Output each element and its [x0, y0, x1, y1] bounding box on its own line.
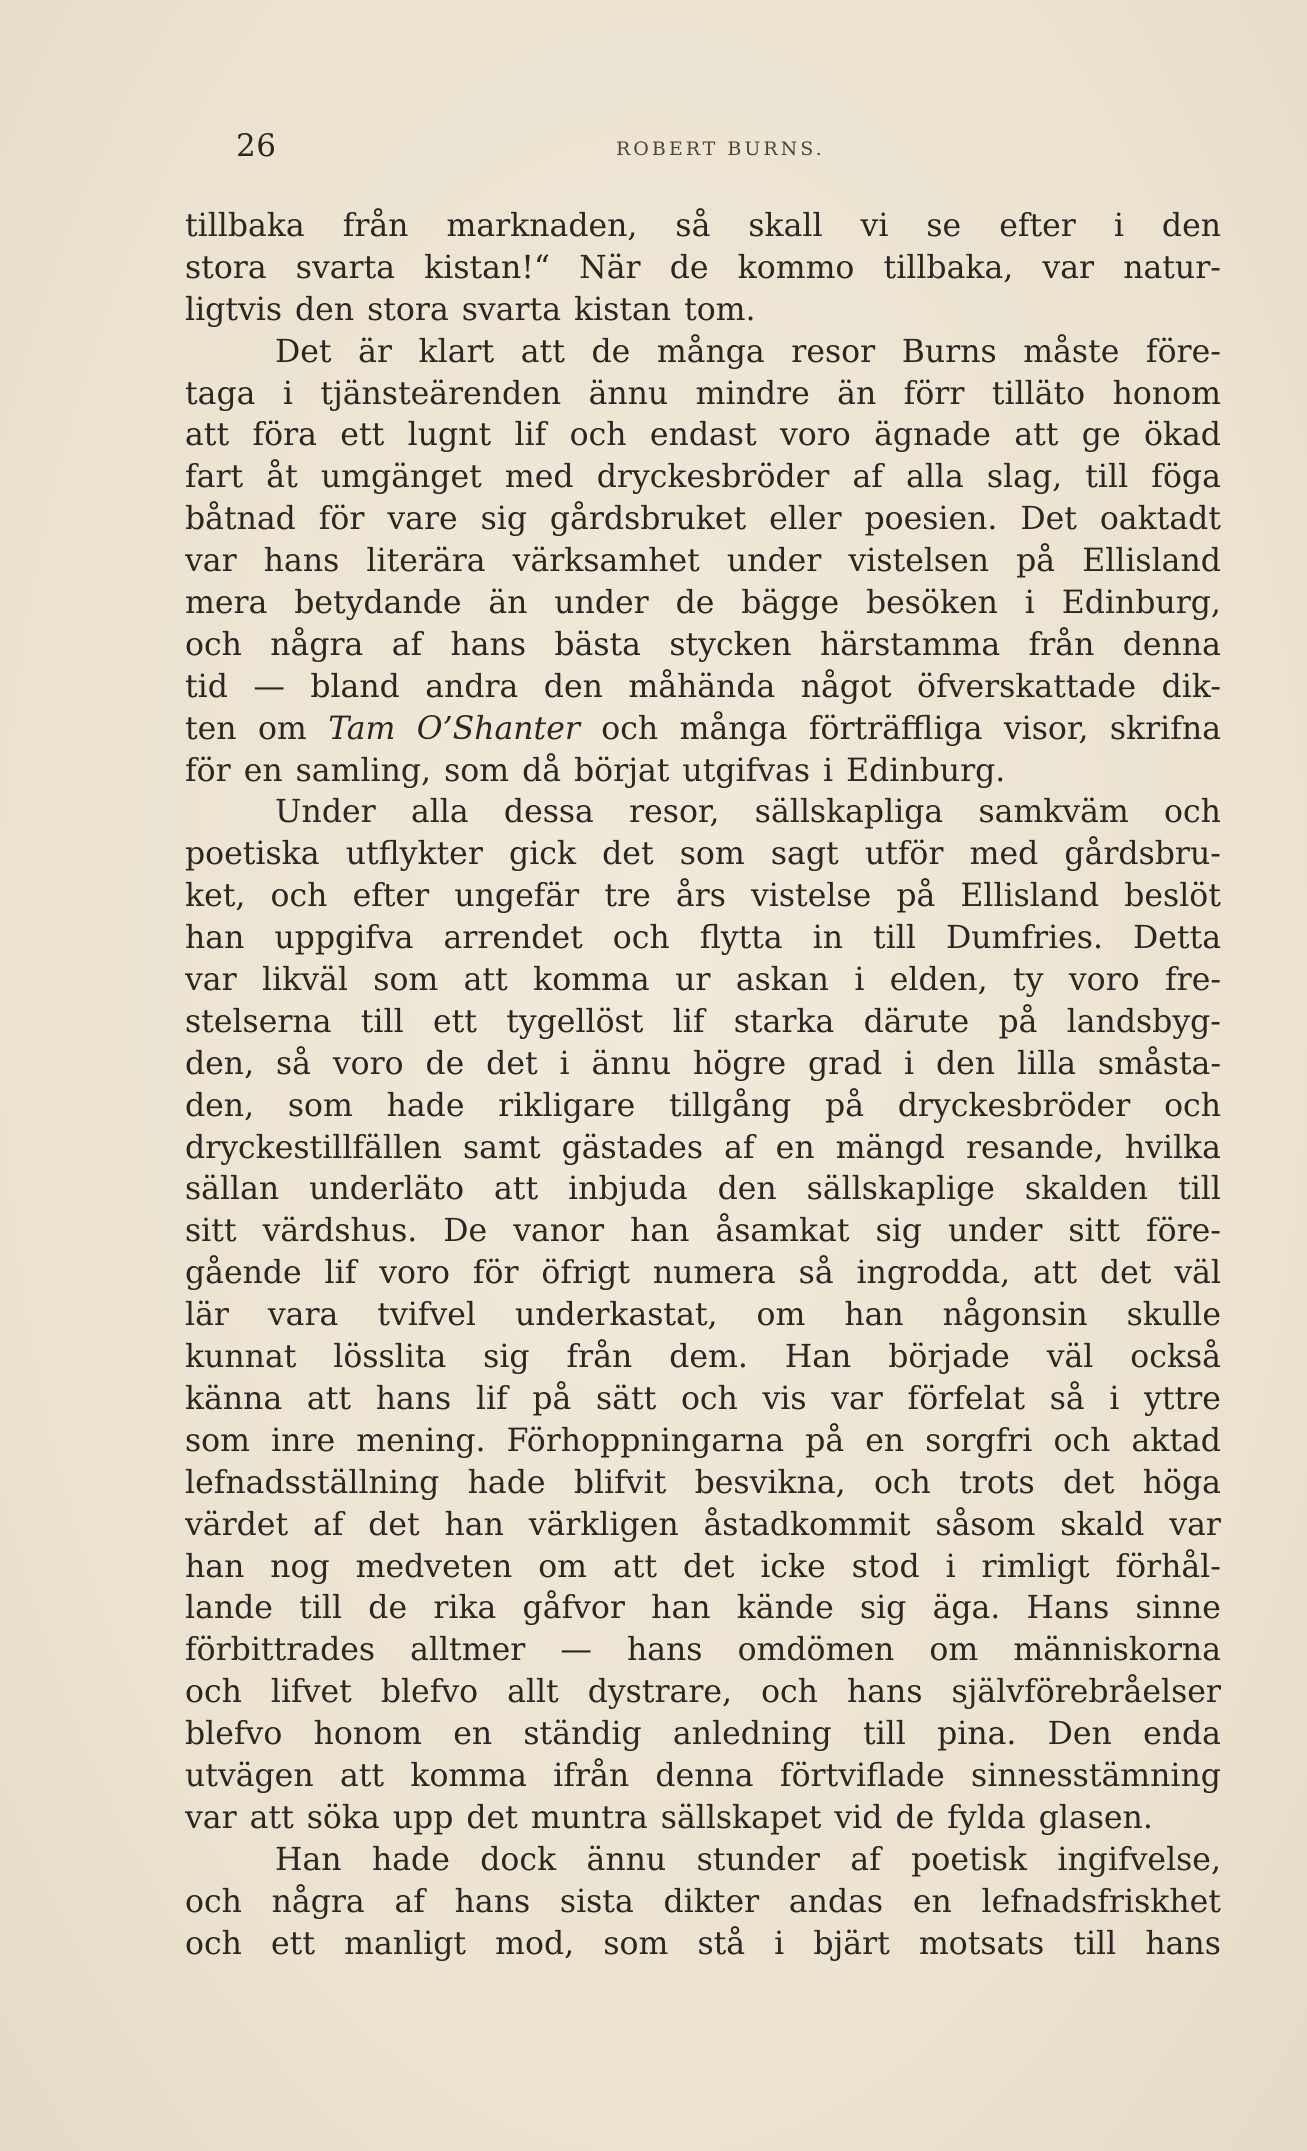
text-line: lande till de rika gåfvor han kände sig äga. Hans sinne: [185, 1590, 1221, 1627]
text-line: lär vara tvifvel underkastat, om han någonsin skulle: [185, 1297, 1221, 1334]
text-line: ligtvis den stora svarta kistan tom.: [185, 291, 756, 328]
text-line: båtnad för vare sig gårdsbruket eller poesien. Det oaktadt: [185, 501, 1221, 538]
text-line: för en samling, som då börjat utgifvas i Edinburg.: [185, 752, 1006, 789]
text-line: han uppgifva arrendet och flytta in till Dumfries. Detta: [185, 920, 1221, 957]
text-line: fart åt umgänget med dryckesbröder af alla slag, till föga: [185, 459, 1221, 496]
text-line: Under alla dessa resor, sällskapliga samkväm och: [275, 794, 1221, 831]
text-line: känna att hans lif på sätt och vis var förfelat så i yttre: [185, 1380, 1221, 1417]
text-line: och några af hans sista dikter andas en lefnadsfriskhet: [185, 1883, 1221, 1920]
text-line: dryckestillfällen samt gästades af en mängd resande, hvilka: [185, 1129, 1221, 1166]
text-line: och lifvet blefvo allt dystrare, och hans självförebråelser: [185, 1674, 1221, 1711]
text-line: och ett manligt mod, som stå i bjärt motsats till hans: [185, 1925, 1221, 1962]
text-line: att föra ett lugnt lif och endast voro ägnade att ge ökad: [185, 417, 1221, 454]
text-line: lefnadsställning hade blifvit besvikna, och trots det höga: [185, 1464, 1221, 1501]
text-line: utvägen att komma ifrån denna förtviflade sinnesstämning: [185, 1757, 1221, 1794]
text-line: var likväl som att komma ur askan i elden, ty voro fre-: [185, 962, 1221, 999]
text-line: Han hade dock ännu stunder af poetisk ingifvelse,: [275, 1841, 1221, 1878]
text-line: han nog medveten om att det icke stod i rimligt förhål-: [185, 1548, 1221, 1585]
text-line: Det är klart att de många resor Burns måste före-: [275, 333, 1221, 370]
text-line: värdet af det han värkligen åstadkommit såsom skald var: [185, 1506, 1221, 1543]
text-line: kunnat lösslita sig från dem. Han började väl också: [185, 1339, 1221, 1376]
text-line: poetiska utflykter gick det som sagt utför med gårdsbru-: [185, 836, 1221, 873]
text-line: var att söka upp det muntra sällskapet vid de fylda glasen.: [185, 1799, 1153, 1836]
text-line: den, så voro de det i ännu högre grad i den lilla småsta-: [185, 1045, 1221, 1082]
text-line: gående lif voro för öfrigt numera så ingrodda, att det väl: [185, 1255, 1221, 1292]
text-line: och några af hans bästa stycken härstamma från denna: [185, 626, 1221, 663]
text-line: förbittrades alltmer — hans omdömen om människorna: [185, 1632, 1221, 1669]
text-line: tid — bland andra den måhända något öfverskattade dik-: [185, 668, 1221, 705]
text-line: var hans literära värksamhet under vistelsen på Ellisland: [185, 543, 1221, 580]
text-line: mera betydande än under de bägge besöken i Edinburg,: [185, 585, 1221, 622]
text-line: tillbaka från marknaden, så skall vi se efter i den: [185, 208, 1221, 244]
text-line: stelserna till ett tygellöst lif starka därute på landsbyg-: [185, 1003, 1221, 1040]
text-line: ket, och efter ungefär tre års vistelse på Ellisland beslöt: [185, 878, 1221, 915]
text-line: den, som hade rikligare tillgång på dryckesbröder och: [185, 1087, 1221, 1124]
page-number: 26: [236, 128, 277, 164]
text-line: taga i tjänsteärenden ännu mindre än förr tilläto honom: [185, 375, 1221, 412]
text-line: blefvo honom en ständig anledning till pina. Den enda: [185, 1716, 1221, 1753]
text-line: sitt värdshus. De vanor han åsamkat sig under sitt före-: [185, 1213, 1221, 1250]
text-line: stora svarta kistan!“ När de kommo tillbaka, var natur-: [185, 249, 1221, 286]
text-line: ten om Tam O’Shanter och många förträffliga visor, skrifna: [185, 710, 1221, 747]
page-header: [236, 128, 1226, 168]
running-head: ROBERT BURNS.: [616, 138, 825, 160]
text-line: sällan underläto att inbjuda den sällskaplige skalden till: [185, 1171, 1221, 1208]
body-text: [185, 208, 1221, 1967]
text-line: som inre mening. Förhoppningarna på en sorgfri och aktad: [185, 1422, 1221, 1459]
